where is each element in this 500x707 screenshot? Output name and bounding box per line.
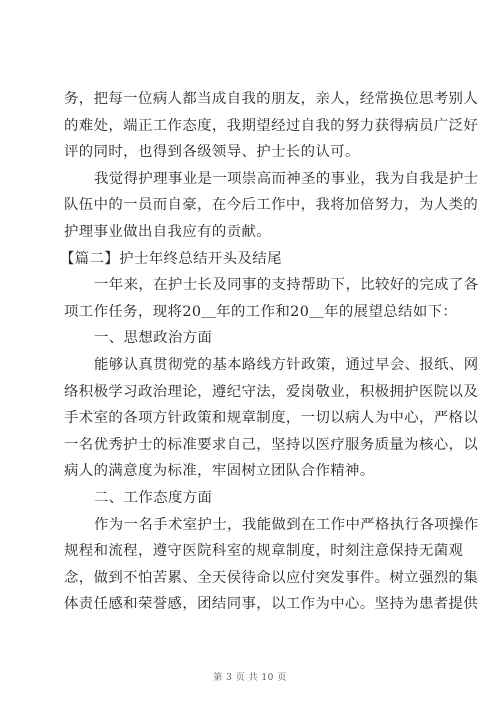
text-line: 护理事业做出自我应有的贡献。 <box>64 223 272 240</box>
text-line: 一名优秀护士的标准要求自己，坚持以医疗服务质量为核心，以 <box>64 436 479 453</box>
subsection-heading: 一、思想政治方面 <box>94 330 213 347</box>
section-heading: 【篇二】护士年终总结开头及结尾 <box>60 250 282 267</box>
paragraph-first-line: 一年来，在护士长及同事的支持帮助下，比较好的完成了各 <box>94 277 479 294</box>
text-line: 体责任感和荣誉感，团结同事，以工作为中心。坚持为患者提供 <box>64 596 479 613</box>
text-line: 手术室的各项方针政策和规章制度，一切以病人为中心，严格以 <box>64 410 479 427</box>
paragraph-first-line: 我觉得护理事业是一项崇高而神圣的事业，我为自我是护士 <box>94 170 479 187</box>
text-line: 规程和流程，遵守医院科室的规章制度，时刻注意保持无菌观 <box>64 543 464 560</box>
text-line: 念，做到不怕苦累、全天侯待命以应付突发事件。树立强烈的集 <box>64 569 479 586</box>
text-line: 的难处，端正工作态度，我期望经过自我的努力获得病员广泛好 <box>64 117 479 134</box>
text-line: 病人的满意度为标准，牢固树立团队合作精神。 <box>64 463 375 480</box>
text-line: 项工作任务，现将20＿年的工作和20＿年的展望总结如下： <box>64 303 458 320</box>
page-number-footer: 第 3 页 共 10 页 <box>213 673 287 683</box>
text-line: 评的同时，也得到各级领导、护士长的认可。 <box>64 144 360 161</box>
text-line: 务，把每一位病人都当成自我的朋友，亲人，经常换位思考别人 <box>64 91 479 107</box>
paragraph-first-line: 作为一名手术室护士，我能做到在工作中严格执行各项操作 <box>94 516 479 533</box>
subsection-heading: 二、工作态度方面 <box>94 489 213 506</box>
paragraph-first-line: 能够认真贯彻党的基本路线方针政策，通过早会、报纸、网 <box>94 356 479 373</box>
text-line: 队伍中的一员而自豪，在今后工作中，我将加倍努力，为人类的 <box>64 197 479 214</box>
document-body <box>60 86 479 618</box>
text-line: 络积极学习政治理论，遵纪守法，爱岗敬业，积极拥护医院以及 <box>64 383 479 400</box>
